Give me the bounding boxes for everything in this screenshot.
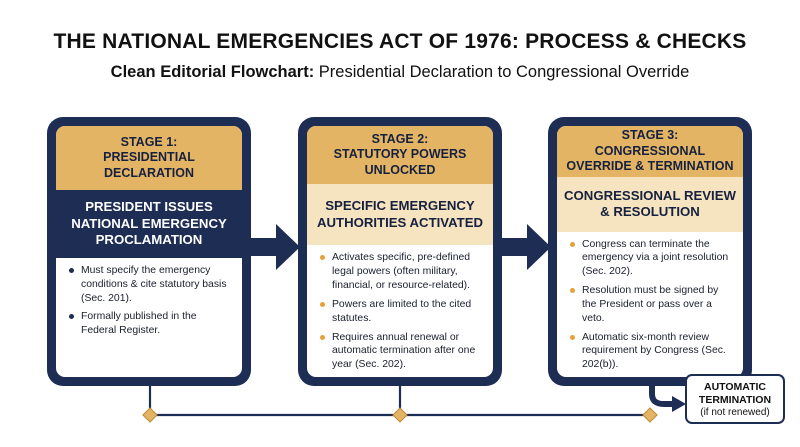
stage-2-heading: STAGE 2: STATUTORY POWERS UNLOCKED	[307, 126, 493, 184]
stage-3-subheading: CONGRESSIONAL REVIEW & RESOLUTION	[557, 177, 743, 231]
stage-2-bullet: Activates specific, pre-defined legal powers (often military, financial, or resource-related).	[319, 251, 485, 292]
stage-3-card	[548, 117, 752, 386]
stage-2-bullet: Requires annual renewal or automatic termination after one year (Sec. 202).	[319, 331, 485, 372]
subtitle-rest: Presidential Declaration to Congressional Override	[314, 63, 690, 81]
stage-1-bullet: Formally published in the Federal Register.	[68, 310, 234, 338]
stage-3-bullet: Automatic six-month review requirement by Congress (Sec. 202(b)).	[569, 331, 735, 372]
stage-1-bullet: Must specify the emergency conditions & cite statutory basis (Sec. 201).	[68, 264, 234, 305]
stage-2-subheading: SPECIFIC EMERGENCY AUTHORITIES ACTIVATED	[307, 184, 493, 246]
stage-3-bullet: Congress can terminate the emergency via a joint resolution (Sec. 202).	[569, 238, 735, 279]
arrow-right-icon	[497, 222, 553, 272]
stage-3-heading: STAGE 3: CONGRESSIONAL OVERRIDE & TERMINATION	[557, 126, 743, 177]
stage-2-bullets	[307, 245, 493, 377]
stage-2-bullet: Powers are limited to the cited statutes.	[319, 298, 485, 326]
page-subtitle	[0, 63, 800, 82]
stage-1-subheading: PRESIDENT ISSUES NATIONAL EMERGENCY PROCLAMATION	[56, 190, 242, 258]
timeline-diamond-1	[143, 408, 157, 422]
automatic-termination-box	[685, 374, 785, 424]
subtitle-lead: Clean Editorial Flowchart:	[110, 63, 315, 81]
stage-1-bullets	[56, 258, 242, 343]
stage-3-bullets	[557, 232, 743, 377]
curved-arrow-icon	[640, 378, 690, 418]
stage-3-bullet: Resolution must be signed by the President or pass over a veto.	[569, 284, 735, 325]
stage-1-heading: STAGE 1: PRESIDENTIAL DECLARATION	[56, 126, 242, 190]
automatic-termination-title: AUTOMATIC TERMINATION	[698, 381, 772, 406]
timeline-diamond-2	[393, 408, 407, 422]
arrow-right-icon	[246, 222, 302, 272]
stage-2-card	[298, 117, 502, 386]
page-title: THE NATIONAL EMERGENCIES ACT OF 1976: PROCESS & CHECKS	[53, 30, 747, 53]
automatic-termination-note: (if not renewed)	[700, 406, 770, 418]
stage-1-card	[47, 117, 251, 386]
